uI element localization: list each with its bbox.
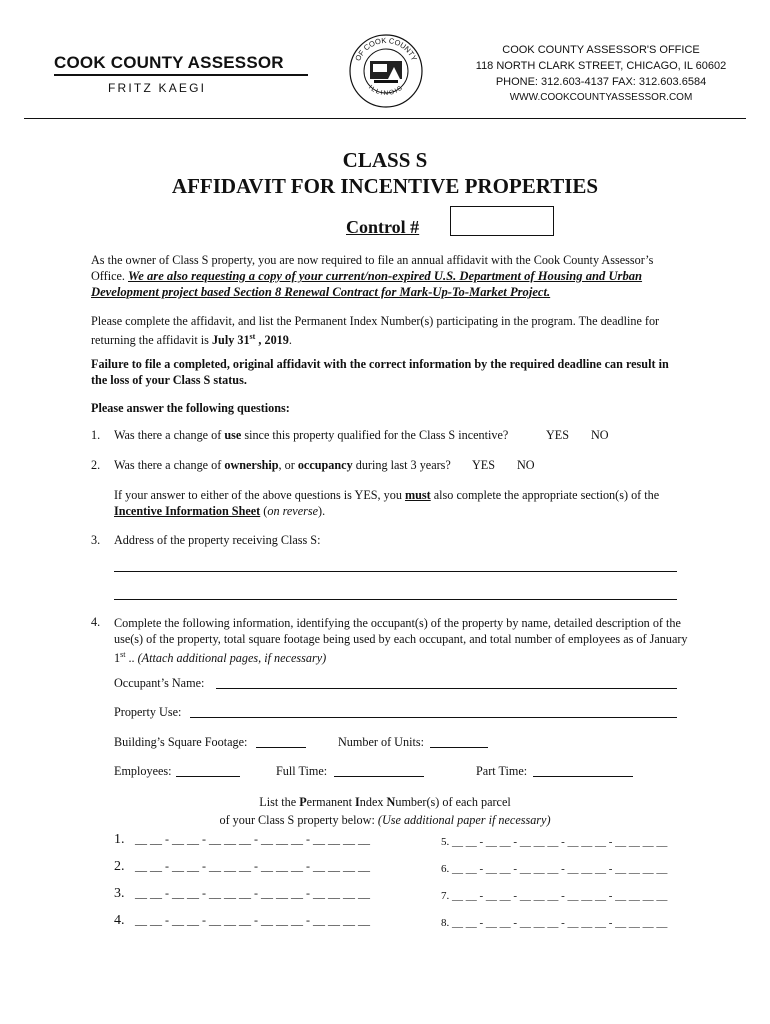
- pin-mask-6: __ __ - __ __ - __ __ __ - __ __ __ - __ __ __ __: [452, 863, 668, 875]
- full-time-label: Full Time:: [276, 764, 328, 778]
- question-1-yes[interactable]: YES: [546, 428, 570, 442]
- number-of-units-field[interactable]: [430, 747, 488, 748]
- header-rule: [24, 118, 746, 119]
- svg-text:ILLINOIS: [367, 84, 405, 97]
- question-2-text-or: , or: [278, 458, 298, 472]
- deadline-year: , 2019: [255, 333, 289, 348]
- question-2-keyword-occupancy: occupancy: [297, 458, 353, 472]
- deadline-text: Please complete the affidavit, and list the Permanent Index Number(s) participating in the program. The deadline for returning the affidavit is: [91, 314, 660, 348]
- pin-number-8: 8.: [441, 917, 450, 929]
- part-time-label: Part Time:: [476, 764, 528, 778]
- office-website: WWW.COOKCOUNTYASSESSOR.COM: [509, 92, 693, 103]
- question-2: [0, 458, 770, 476]
- deadline-paragraph: [91, 313, 687, 348]
- question-1-keyword: use: [224, 428, 242, 442]
- question-2-number: 2.: [91, 458, 101, 472]
- attach-pages-note: (Attach additional pages, if necessary): [137, 651, 327, 666]
- part-time-field[interactable]: [533, 776, 633, 777]
- pin-number-7: 7.: [441, 890, 450, 902]
- reverse-note-text-2: also complete the appropriate section(s) of the: [430, 488, 660, 502]
- pin-entry-3[interactable]: [114, 886, 370, 902]
- deadline-date-suffix: st: [249, 332, 256, 341]
- reverse-note-paren-open: (: [260, 504, 268, 518]
- pin-number-4: 4.: [114, 913, 125, 928]
- question-1-text-end: since this property qualified for the Class S incentive?: [241, 428, 509, 442]
- pin-heading-text-4: umber(s) of each parcel: [395, 795, 511, 809]
- deadline-period: .: [288, 333, 292, 348]
- on-reverse-text: on reverse: [267, 504, 319, 518]
- question-3: [0, 533, 770, 551]
- pin-entry-2[interactable]: [114, 859, 370, 875]
- question-1-number: 1.: [91, 428, 101, 442]
- property-use-label: Property Use:: [114, 705, 182, 719]
- square-footage-label: Building’s Square Footage:: [114, 735, 248, 749]
- control-number-field[interactable]: [450, 206, 554, 236]
- pin-entry-7[interactable]: [441, 890, 667, 902]
- pin-number-6: 6.: [441, 863, 450, 875]
- pin-entry-8[interactable]: [441, 917, 667, 929]
- office-contact: [466, 42, 736, 106]
- incentive-sheet-reference: Incentive Information Sheet: [114, 504, 261, 518]
- pin-number-3: 3.: [114, 886, 125, 901]
- reverse-note: [114, 487, 688, 519]
- pin-entry-1[interactable]: [114, 832, 370, 848]
- pin-heading-n: N: [386, 795, 396, 809]
- reverse-note-paren-close: ).: [318, 504, 326, 518]
- hud-contract-request: We are also requesting a copy of your current/non-expired U.S. Department of Housing and Urban Development project based Section 8 Renewal Contract for Mark-Up-To-Market Project.: [91, 269, 643, 299]
- pin-heading-text-3: ndex: [359, 795, 387, 809]
- question-4-dots: ..: [125, 651, 138, 666]
- question-4-date-suffix: st: [120, 650, 126, 659]
- pin-mask-8: __ __ - __ __ - __ __ __ - __ __ __ - __ __ __ __: [452, 917, 668, 929]
- form-title: CLASS S: [342, 148, 428, 172]
- pin-heading-text: List the: [259, 795, 300, 809]
- pin-number-5: 5.: [441, 836, 450, 848]
- pin-heading-i: I: [355, 795, 360, 809]
- question-2-text: Was there a change of: [114, 458, 225, 472]
- full-time-field[interactable]: [334, 776, 424, 777]
- question-1-no[interactable]: NO: [591, 428, 609, 442]
- employees-field[interactable]: [176, 776, 240, 777]
- question-1-text: Was there a change of: [114, 428, 225, 442]
- office-phone: PHONE: 312.603-4137 FAX: 312.603.6584: [495, 76, 707, 88]
- address-line-2[interactable]: [114, 599, 677, 600]
- county-seal-icon: [348, 33, 424, 109]
- intro-paragraph: [91, 252, 687, 300]
- questions-heading: Please answer the following questions:: [91, 401, 290, 415]
- property-use-field[interactable]: [190, 717, 677, 718]
- address-line-1[interactable]: [114, 571, 677, 572]
- question-4-text: Complete the following information, identifying the occupant(s) of the property by name, detailed description of the use(s) of the property, total square footage being used by each occupant, and total number of employees as of January 1: [114, 616, 688, 666]
- occupant-name-label: Occupant’s Name:: [114, 676, 205, 690]
- question-2-yes[interactable]: YES: [472, 458, 496, 472]
- question-2-text-end: during last 3 years?: [352, 458, 451, 472]
- control-number-label: Control #: [346, 217, 420, 237]
- failure-warning: Failure to file a completed, original affidavit with the correct information by the required deadline can result in the loss of your Class S status.: [91, 357, 669, 387]
- pin-mask-5: __ __ - __ __ - __ __ __ - __ __ __ - __ __ __ __: [452, 836, 668, 848]
- pin-mask-3: __ __ - __ __ - __ __ __ - __ __ __ - __ __ __ __: [135, 886, 370, 900]
- question-1: [0, 428, 770, 446]
- form-subtitle: AFFIDAVIT FOR INCENTIVE PROPERTIES: [171, 174, 599, 198]
- pin-mask-7: __ __ - __ __ - __ __ __ - __ __ __ - __ __ __ __: [452, 890, 668, 902]
- occupant-name-field[interactable]: [216, 688, 677, 689]
- office-name: COOK COUNTY ASSESSOR'S OFFICE: [502, 44, 700, 56]
- brand-underline: [54, 74, 308, 76]
- deadline-date: July 31: [211, 333, 250, 348]
- pin-entry-6[interactable]: [441, 863, 667, 875]
- pin-number-1: 1.: [114, 832, 125, 847]
- question-4: [0, 615, 770, 665]
- reverse-note-must: must: [404, 488, 431, 502]
- question-3-text: Address of the property receiving Class S:: [114, 533, 321, 547]
- assessor-name: FRITZ KAEGI: [108, 81, 207, 95]
- seal-bottom-text: ILLINOIS: [367, 83, 405, 98]
- office-address: 118 NORTH CLARK STREET, CHICAGO, IL 60602: [475, 60, 727, 72]
- employees-label: Employees:: [114, 764, 172, 778]
- pin-entry-4[interactable]: [114, 913, 370, 929]
- pin-heading-text-2: ermanent: [306, 795, 356, 809]
- question-3-number: 3.: [91, 533, 101, 547]
- seal-top-text: OF COOK COUNTY: [353, 35, 419, 63]
- pin-subheading: [0, 813, 770, 828]
- pin-entry-5[interactable]: [441, 836, 667, 848]
- question-2-keyword-ownership: ownership: [224, 458, 279, 472]
- pin-subheading-text: of your Class S property below:: [219, 813, 378, 827]
- reverse-note-text: If your answer to either of the above questions is YES, you: [114, 488, 405, 502]
- pin-mask-2: __ __ - __ __ - __ __ __ - __ __ __ - __ __ __ __: [135, 859, 370, 873]
- additional-paper-note: (Use additional paper if necessary): [377, 813, 551, 827]
- question-4-number: 4.: [91, 615, 101, 629]
- pin-heading-p: P: [299, 795, 307, 809]
- intro-text: As the owner of Class S property, you are now required to file an annual affidavit with the Cook County Assessor’s Office.: [91, 253, 654, 283]
- number-of-units-label: Number of Units:: [338, 735, 424, 749]
- pin-number-2: 2.: [114, 859, 125, 874]
- square-footage-field[interactable]: [256, 747, 306, 748]
- pin-mask-1: __ __ - __ __ - __ __ __ - __ __ __ - __ __ __ __: [135, 832, 370, 846]
- brand-title: COOK COUNTY ASSESSOR: [54, 53, 284, 72]
- pin-heading: [0, 795, 770, 810]
- question-2-no[interactable]: NO: [517, 458, 535, 472]
- pin-mask-4: __ __ - __ __ - __ __ __ - __ __ __ - __ __ __ __: [135, 913, 370, 927]
